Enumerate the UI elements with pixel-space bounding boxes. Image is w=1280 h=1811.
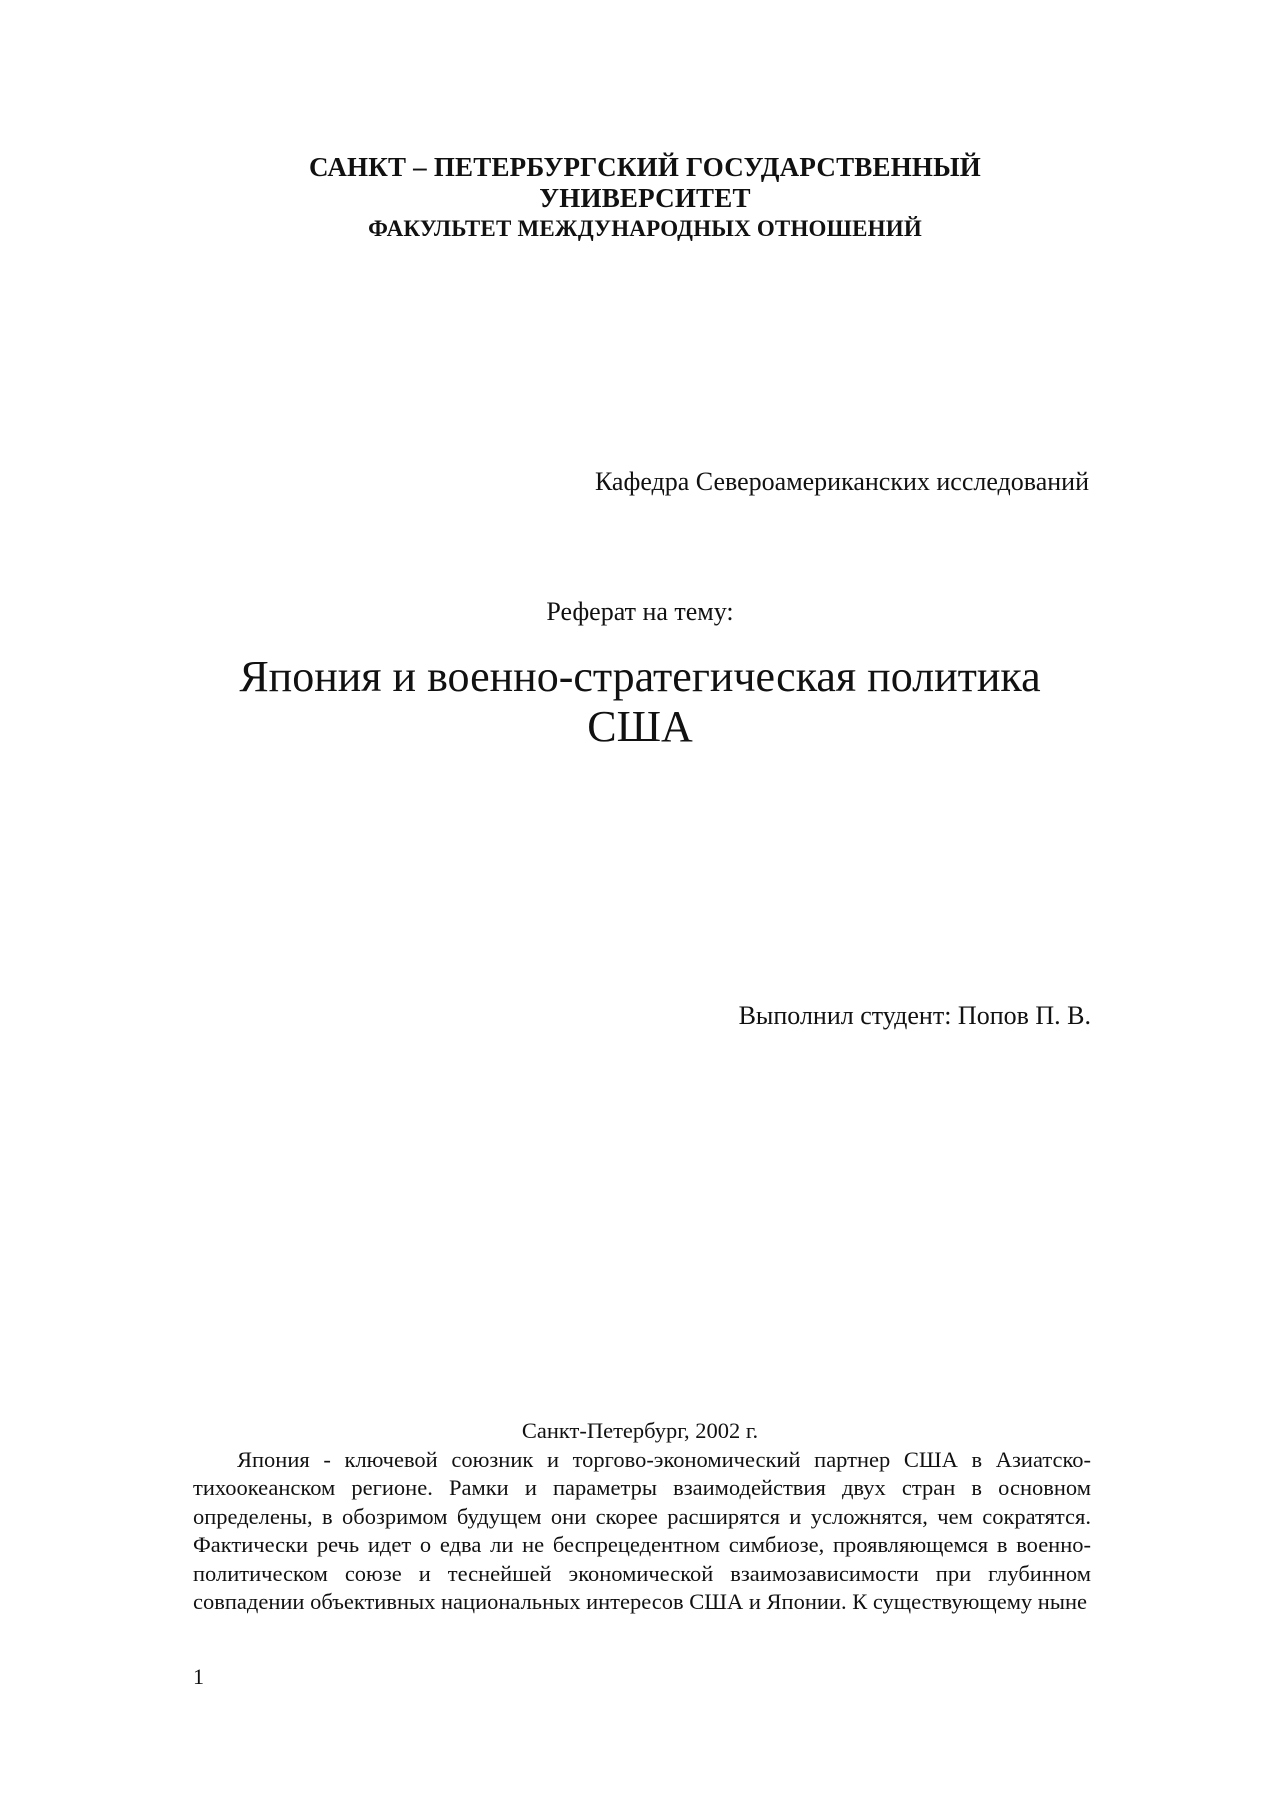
faculty-name: ФАКУЛЬТЕТ МЕЖДУНАРОДНЫХ ОТНОШЕНИЙ — [368, 216, 922, 241]
body-paragraph: Япония - ключевой союзник и торгово-экономический партнер США в Азиатско-тихоокеанском регионе. Рамки и параметры взаимодействия двух стран в основном определены, в обозримом будущем они скорее расширятся и усложнятся, чем сократятся. Фактически речь идет о едва ли не беспрецедентном симбиозе, проявляющемся в военно-политическом союзе и теснейшей экономической взаимозависимости при глубинном совпадении объективных национальных интересов США и Японии. К существующему ныне — [193, 1447, 1091, 1615]
paper-title-line-2: США — [587, 702, 693, 751]
paper-title-line-1: Япония и военно-стратегическая политика — [239, 652, 1041, 701]
author-credit: Выполнил студент: Попов П. В. — [738, 1001, 1091, 1030]
university-name-line-2: УНИВЕРСИТЕТ — [539, 183, 751, 213]
city-and-year: Санкт-Петербург, 2002 г. — [521, 1418, 759, 1443]
page-number: 1 — [193, 1664, 204, 1689]
university-name-line-1: САНКТ – ПЕТЕРБУРГСКИЙ ГОСУДАРСТВЕННЫЙ — [308, 152, 982, 182]
subject-label: Реферат на тему: — [546, 597, 734, 626]
title-page-header — [195, 152, 1095, 244]
paper-title — [150, 652, 1130, 752]
department-name: Кафедра Североамериканских исследований — [594, 467, 1089, 496]
